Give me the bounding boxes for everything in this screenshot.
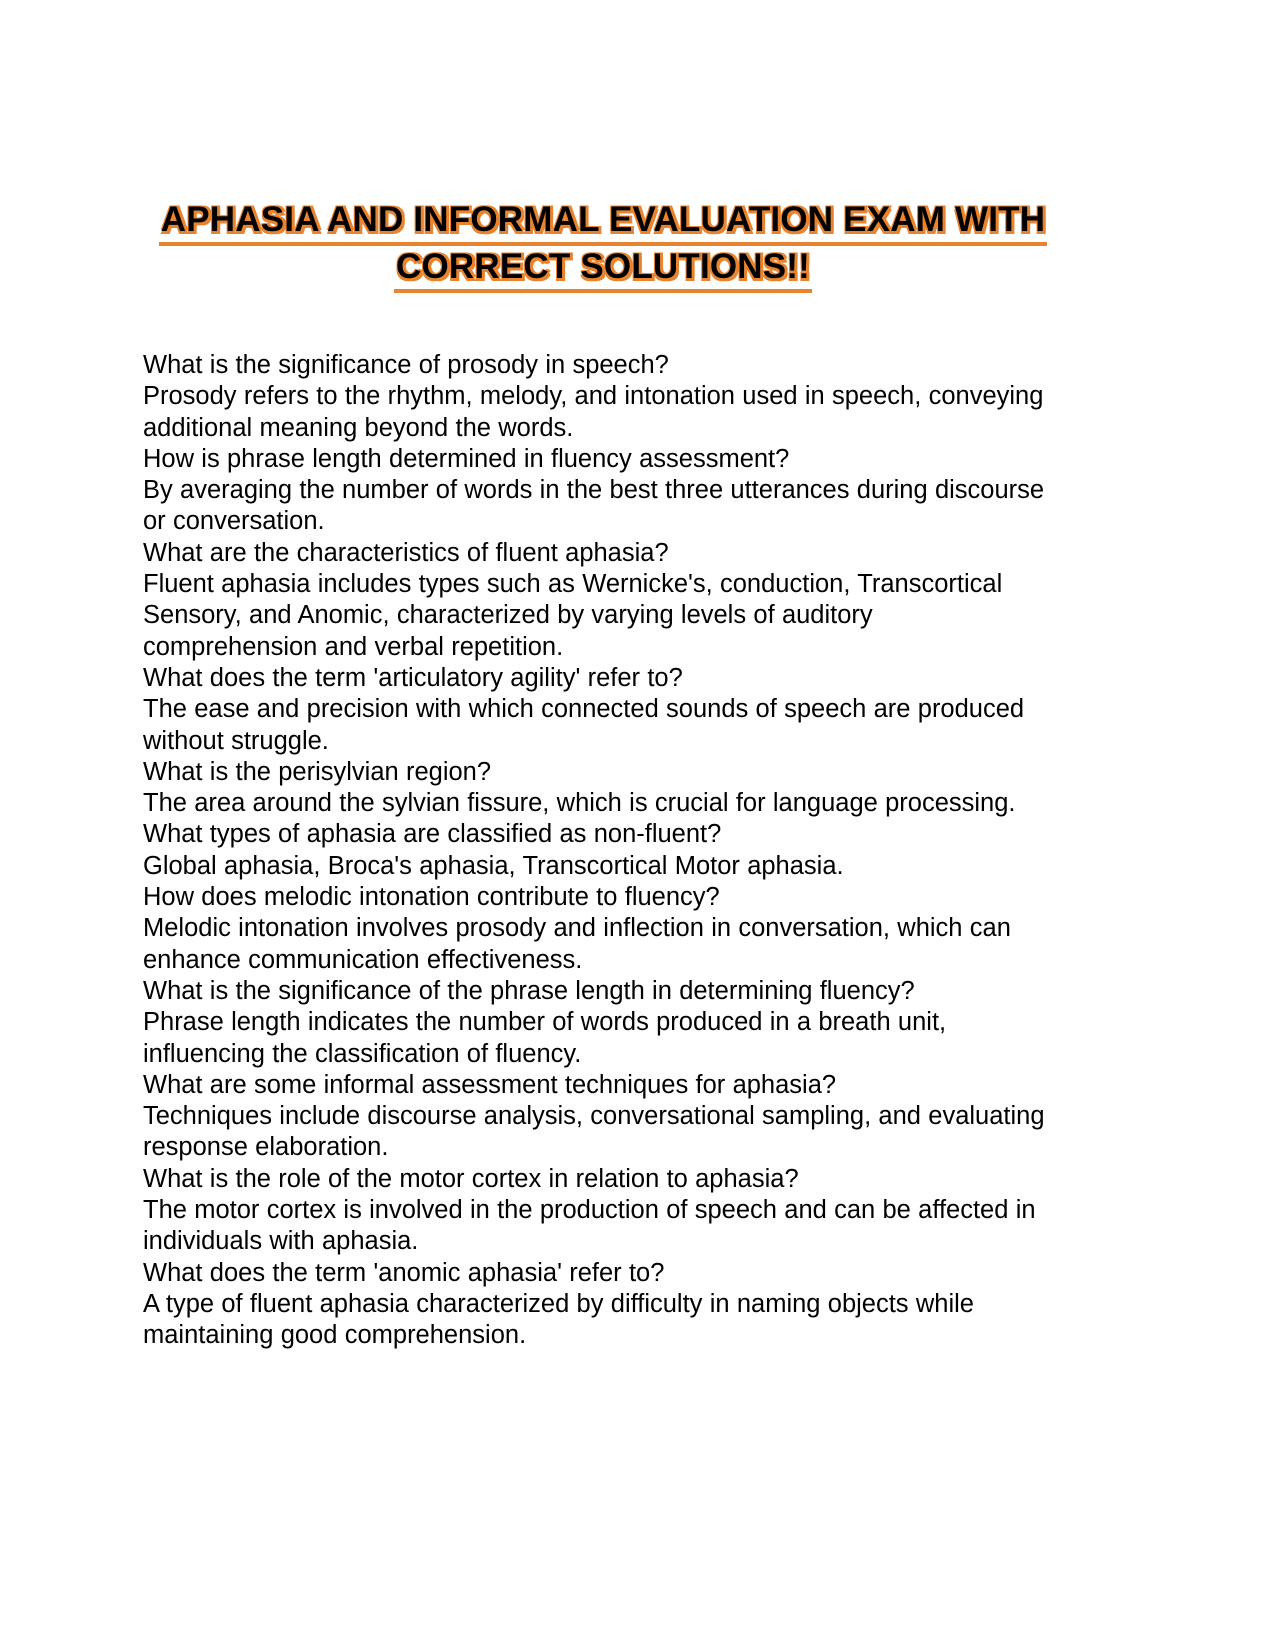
qa-question: How is phrase length determined in fluency assessment? bbox=[143, 444, 790, 473]
qa-answer: The ease and precision with which connected sounds of speech are produced without struggle. bbox=[143, 695, 1025, 755]
qa-body bbox=[143, 350, 1048, 1352]
title-line-1 bbox=[143, 196, 1063, 243]
qa-answer: A type of fluent aphasia characterized by difficulty in naming objects while maintaining good comprehension. bbox=[143, 1289, 974, 1350]
qa-answer: Global aphasia, Broca's aphasia, Transcortical Motor aphasia. bbox=[143, 851, 844, 880]
qa-answer: Prosody refers to the rhythm, melody, and intonation used in speech, conveying additional meaning beyond the words. bbox=[143, 382, 1044, 442]
qa-question: What is the role of the motor cortex in relation to aphasia? bbox=[143, 1164, 799, 1193]
qa-question: What does the term 'anomic aphasia' refer to? bbox=[143, 1258, 665, 1287]
title-line-1-text: APHASIA AND INFORMAL EVALUATION EXAM WITH bbox=[159, 196, 1047, 243]
qa-question: What is the perisylvian region? bbox=[143, 757, 492, 786]
qa-answer: Techniques include discourse analysis, conversational sampling, and evaluating response elaboration. bbox=[143, 1102, 1045, 1162]
qa-answer: The motor cortex is involved in the production of speech and can be affected in individuals with aphasia. bbox=[143, 1196, 1036, 1256]
qa-answer: Melodic intonation involves prosody and inflection in conversation, which can enhance communication effectiveness. bbox=[143, 914, 1011, 974]
qa-answer: By averaging the number of words in the best three utterances during discourse or conversation. bbox=[143, 476, 1045, 536]
qa-question: What is the significance of the phrase length in determining fluency? bbox=[143, 976, 915, 1005]
qa-answer: The area around the sylvian fissure, which is crucial for language processing. bbox=[143, 789, 1016, 818]
qa-question: What is the significance of prosody in speech? bbox=[143, 351, 669, 379]
qa-question: What are some informal assessment techniques for aphasia? bbox=[143, 1070, 837, 1099]
qa-answer: Phrase length indicates the number of words produced in a breath unit, influencing the classification of fluency. bbox=[143, 1008, 947, 1068]
qa-question: What are the characteristics of fluent aphasia? bbox=[143, 538, 669, 567]
document-title bbox=[143, 196, 1063, 290]
qa-question: What does the term 'articulatory agility' refer to? bbox=[143, 663, 683, 692]
title-line-2-text: CORRECT SOLUTIONS!! bbox=[394, 243, 812, 290]
title-line-2 bbox=[143, 243, 1063, 290]
qa-question: How does melodic intonation contribute to fluency? bbox=[143, 883, 720, 912]
qa-answer: Fluent aphasia includes types such as Wernicke's, conduction, Transcortical Sensory, and Anomic, characterized by varying levels of auditory comprehension and verbal repetition. bbox=[143, 570, 1003, 661]
qa-question: What types of aphasia are classified as non-fluent? bbox=[143, 820, 722, 849]
